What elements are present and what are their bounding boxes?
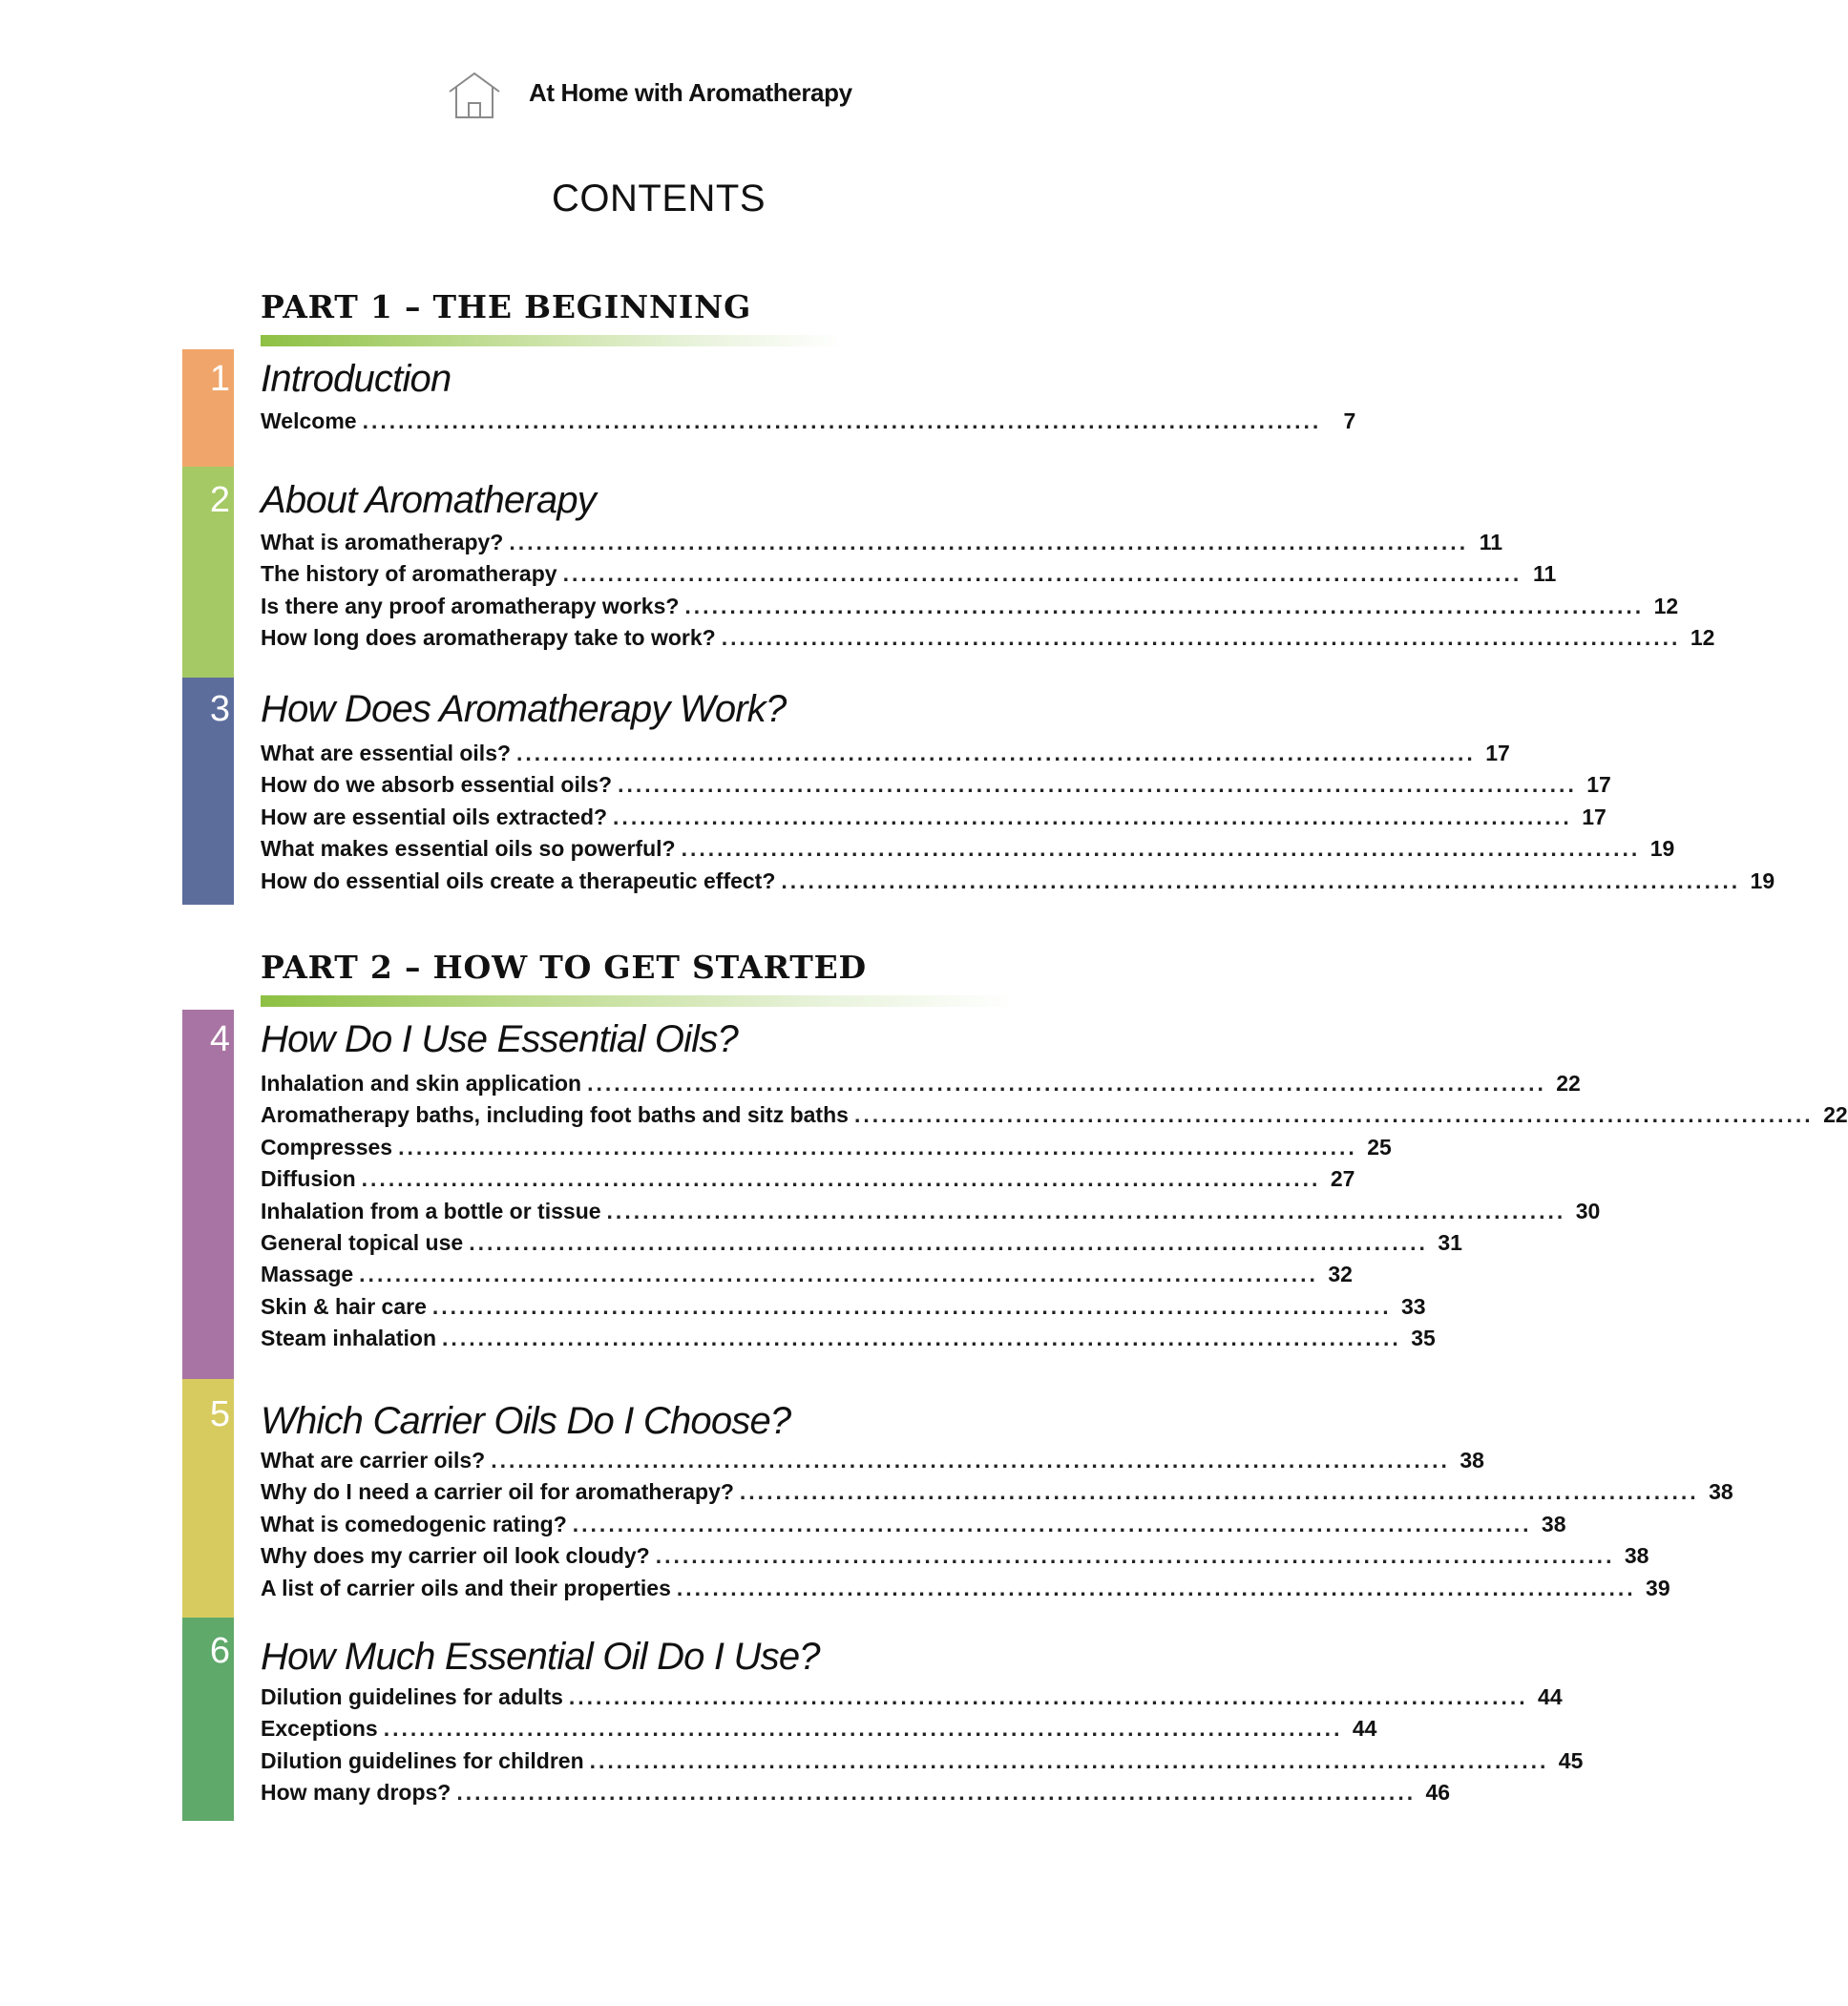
toc-entry[interactable] [261,1479,1733,1511]
dot-leader: ........................................................................................................... [491,1448,1450,1473]
page-number: 22 [1556,1071,1581,1096]
toc-entry[interactable] [261,1198,1601,1230]
toc-entry[interactable] [261,1293,1426,1326]
page-number: 32 [1328,1262,1353,1287]
toc-entry[interactable] [261,1134,1392,1166]
dot-leader: ........................................................................................................... [572,1511,1532,1536]
entry-text: Massage [261,1262,354,1287]
entry-text: Compresses [261,1134,393,1160]
dot-leader: ........................................................................................................... [853,1102,1814,1128]
entry-text: How do essential oils create a therapeutic effect? [261,867,776,893]
toc-entry[interactable] [261,530,1503,561]
page-number: 38 [1460,1448,1484,1473]
dot-leader: ........................................................................................................... [431,1293,1392,1319]
dot-leader: ........................................................................................................... [681,836,1641,862]
section-title: How Do I Use Essential Oils? [261,1018,739,1060]
entry-list [261,408,1356,440]
entry-text: What is aromatherapy? [261,530,504,554]
dot-leader: ........................................................................................................... [739,1479,1699,1505]
section-number: 6 [209,1631,230,1671]
toc-entry[interactable] [261,1747,1584,1780]
part-title: PART 1 – THE BEGINNING [261,288,752,325]
section-about-aromatherapy [182,467,1715,678]
section-how-much-essential-oil [182,1618,1584,1821]
section-which-carrier-oils [182,1379,1733,1618]
entry-list [261,741,1775,900]
toc-entry[interactable] [261,408,1356,440]
section-how-does-aromatherapy-work [182,678,1775,905]
section-title: How Does Aromatherapy Work? [261,688,787,730]
dot-leader: ........................................................................................................... [516,741,1476,765]
dot-leader: ........................................................................................................... [684,593,1645,618]
toc-entry[interactable] [261,1716,1377,1747]
section-number: 1 [209,359,230,399]
entry-text: What are carrier oils? [261,1448,486,1473]
toc-entry[interactable] [261,804,1606,836]
part-heading-1 [261,288,843,346]
toc-entry[interactable] [261,625,1715,657]
page-number: 7 [1343,408,1356,433]
page-number: 33 [1401,1293,1426,1319]
toc-entry[interactable] [261,1262,1353,1293]
page-number: 17 [1485,741,1510,765]
page-number: 27 [1330,1166,1355,1192]
section-introduction [182,349,1356,467]
toc-entry[interactable] [261,561,1557,593]
entry-text: Steam inhalation [261,1326,437,1351]
toc-entry[interactable] [261,1166,1355,1198]
entry-text: Welcome [261,408,357,433]
section-how-do-i-use-essential-oils [182,1010,1848,1379]
page-number: 38 [1709,1479,1733,1505]
dot-leader: ........................................................................................................... [655,1543,1615,1569]
entry-text: Dilution guidelines for adults [261,1684,563,1709]
page-number: 12 [1690,625,1715,651]
dot-leader: ........................................................................................................... [676,1575,1636,1600]
page-number: 19 [1750,867,1775,893]
toc-entry[interactable] [261,1071,1581,1102]
section-title: How Much Essential Oil Do I Use? [261,1636,820,1678]
page-number: 30 [1575,1198,1601,1223]
toc-entry[interactable] [261,1326,1436,1357]
dot-leader: ........................................................................................................... [398,1134,1357,1160]
page-number: 38 [1541,1511,1566,1536]
dot-leader: ........................................................................................................... [469,1229,1428,1255]
entry-text: What makes essential oils so powerful? [261,836,676,862]
entry-text: Is there any proof aromatherapy works? [261,593,680,618]
dot-leader: ........................................................................................................... [509,530,1469,554]
entry-list [261,1071,1848,1358]
entry-text: How do we absorb essential oils? [261,772,613,798]
entry-list [261,530,1715,658]
dot-leader: ........................................................................................................... [568,1684,1528,1709]
page-number: 38 [1624,1543,1649,1569]
entry-text: How are essential oils extracted? [261,804,608,829]
toc-entry[interactable] [261,1684,1563,1716]
part-title: PART 2 – HOW TO GET STARTED [261,949,867,986]
toc-entry[interactable] [261,1102,1848,1134]
entry-text: Why do I need a carrier oil for aromatherapy? [261,1479,734,1505]
entry-text: General topical use [261,1229,464,1255]
dot-leader: ........................................................................................................... [359,1262,1318,1287]
toc-entry[interactable] [261,593,1679,625]
page-number: 25 [1367,1134,1392,1160]
toc-entry[interactable] [261,1575,1670,1607]
contents-heading: CONTENTS [552,178,766,219]
page-header [0,71,1359,124]
entry-text: Inhalation and skin application [261,1071,582,1096]
section-title: Introduction [261,358,452,400]
entry-text: How long does aromatherapy take to work? [261,625,716,651]
page-number: 35 [1411,1326,1436,1351]
entry-text: Diffusion [261,1166,356,1192]
section-number: 3 [209,689,230,729]
page-number: 17 [1586,772,1611,798]
section-number: 2 [209,480,230,520]
part-divider-bar [261,335,843,346]
dot-leader: ........................................................................................................... [613,804,1572,829]
page-number: 11 [1479,530,1503,554]
page-number: 22 [1823,1102,1848,1128]
dot-leader: ........................................................................................................... [362,408,1322,433]
entry-text: A list of carrier oils and their properties [261,1575,671,1600]
dot-leader: ........................................................................................................... [442,1326,1401,1351]
entry-text: Inhalation from a bottle or tissue [261,1198,601,1223]
page-number: 11 [1533,561,1557,587]
toc-entry[interactable] [261,772,1611,804]
house-icon [447,71,502,120]
section-number: 4 [209,1019,230,1059]
page-number: 45 [1558,1747,1584,1773]
entry-text: The history of aromatherapy [261,561,557,587]
section-color-tab [182,1010,234,1379]
toc-entry[interactable] [261,741,1510,772]
entry-text: What is comedogenic rating? [261,1511,567,1536]
book-title: At Home with Aromatherapy [529,78,852,107]
dot-leader: ........................................................................................................... [361,1166,1321,1192]
dot-leader: ........................................................................................................... [606,1198,1566,1223]
entry-text: How many drops? [261,1780,452,1806]
toc-entry[interactable] [261,1780,1451,1811]
page-number: 31 [1438,1229,1462,1255]
dot-leader: ........................................................................................................... [618,772,1577,798]
part-divider-bar [261,995,1015,1007]
entry-text: Aromatherapy baths, including foot baths and sitz baths [261,1102,849,1128]
dot-leader: ........................................................................................................... [721,625,1681,651]
dot-leader: ........................................................................................................... [589,1747,1549,1773]
page-number: 44 [1538,1684,1563,1709]
entry-text: Skin & hair care [261,1293,427,1319]
page-number: 46 [1425,1780,1451,1806]
page-number: 44 [1352,1716,1377,1742]
toc-entry[interactable] [261,1543,1649,1575]
toc-entry[interactable] [261,1229,1462,1262]
dot-leader: ........................................................................................................... [587,1071,1546,1096]
dot-leader: ........................................................................................................... [383,1716,1343,1742]
section-title: About Aromatherapy [261,479,596,521]
dot-leader: ........................................................................................................... [456,1780,1417,1806]
entry-text: What are essential oils? [261,741,512,765]
dot-leader: ........................................................................................................... [781,867,1741,893]
part-heading-2 [261,949,1015,1007]
toc-entry[interactable] [261,867,1775,900]
page-number: 12 [1653,593,1679,618]
section-number: 5 [209,1394,230,1434]
page-number: 39 [1646,1575,1670,1600]
toc-entry[interactable] [261,1511,1566,1543]
entry-list [261,1684,1584,1812]
section-title: Which Carrier Oils Do I Choose? [261,1400,791,1442]
entry-text: Dilution guidelines for children [261,1747,584,1773]
dot-leader: ........................................................................................................... [562,561,1522,587]
page-number: 17 [1582,804,1606,829]
entry-list [261,1448,1733,1607]
page-number: 19 [1649,836,1675,862]
entry-text: Why does my carrier oil look cloudy? [261,1543,650,1569]
entry-text: Exceptions [261,1716,378,1742]
toc-entry[interactable] [261,836,1675,867]
toc-entry[interactable] [261,1448,1484,1479]
